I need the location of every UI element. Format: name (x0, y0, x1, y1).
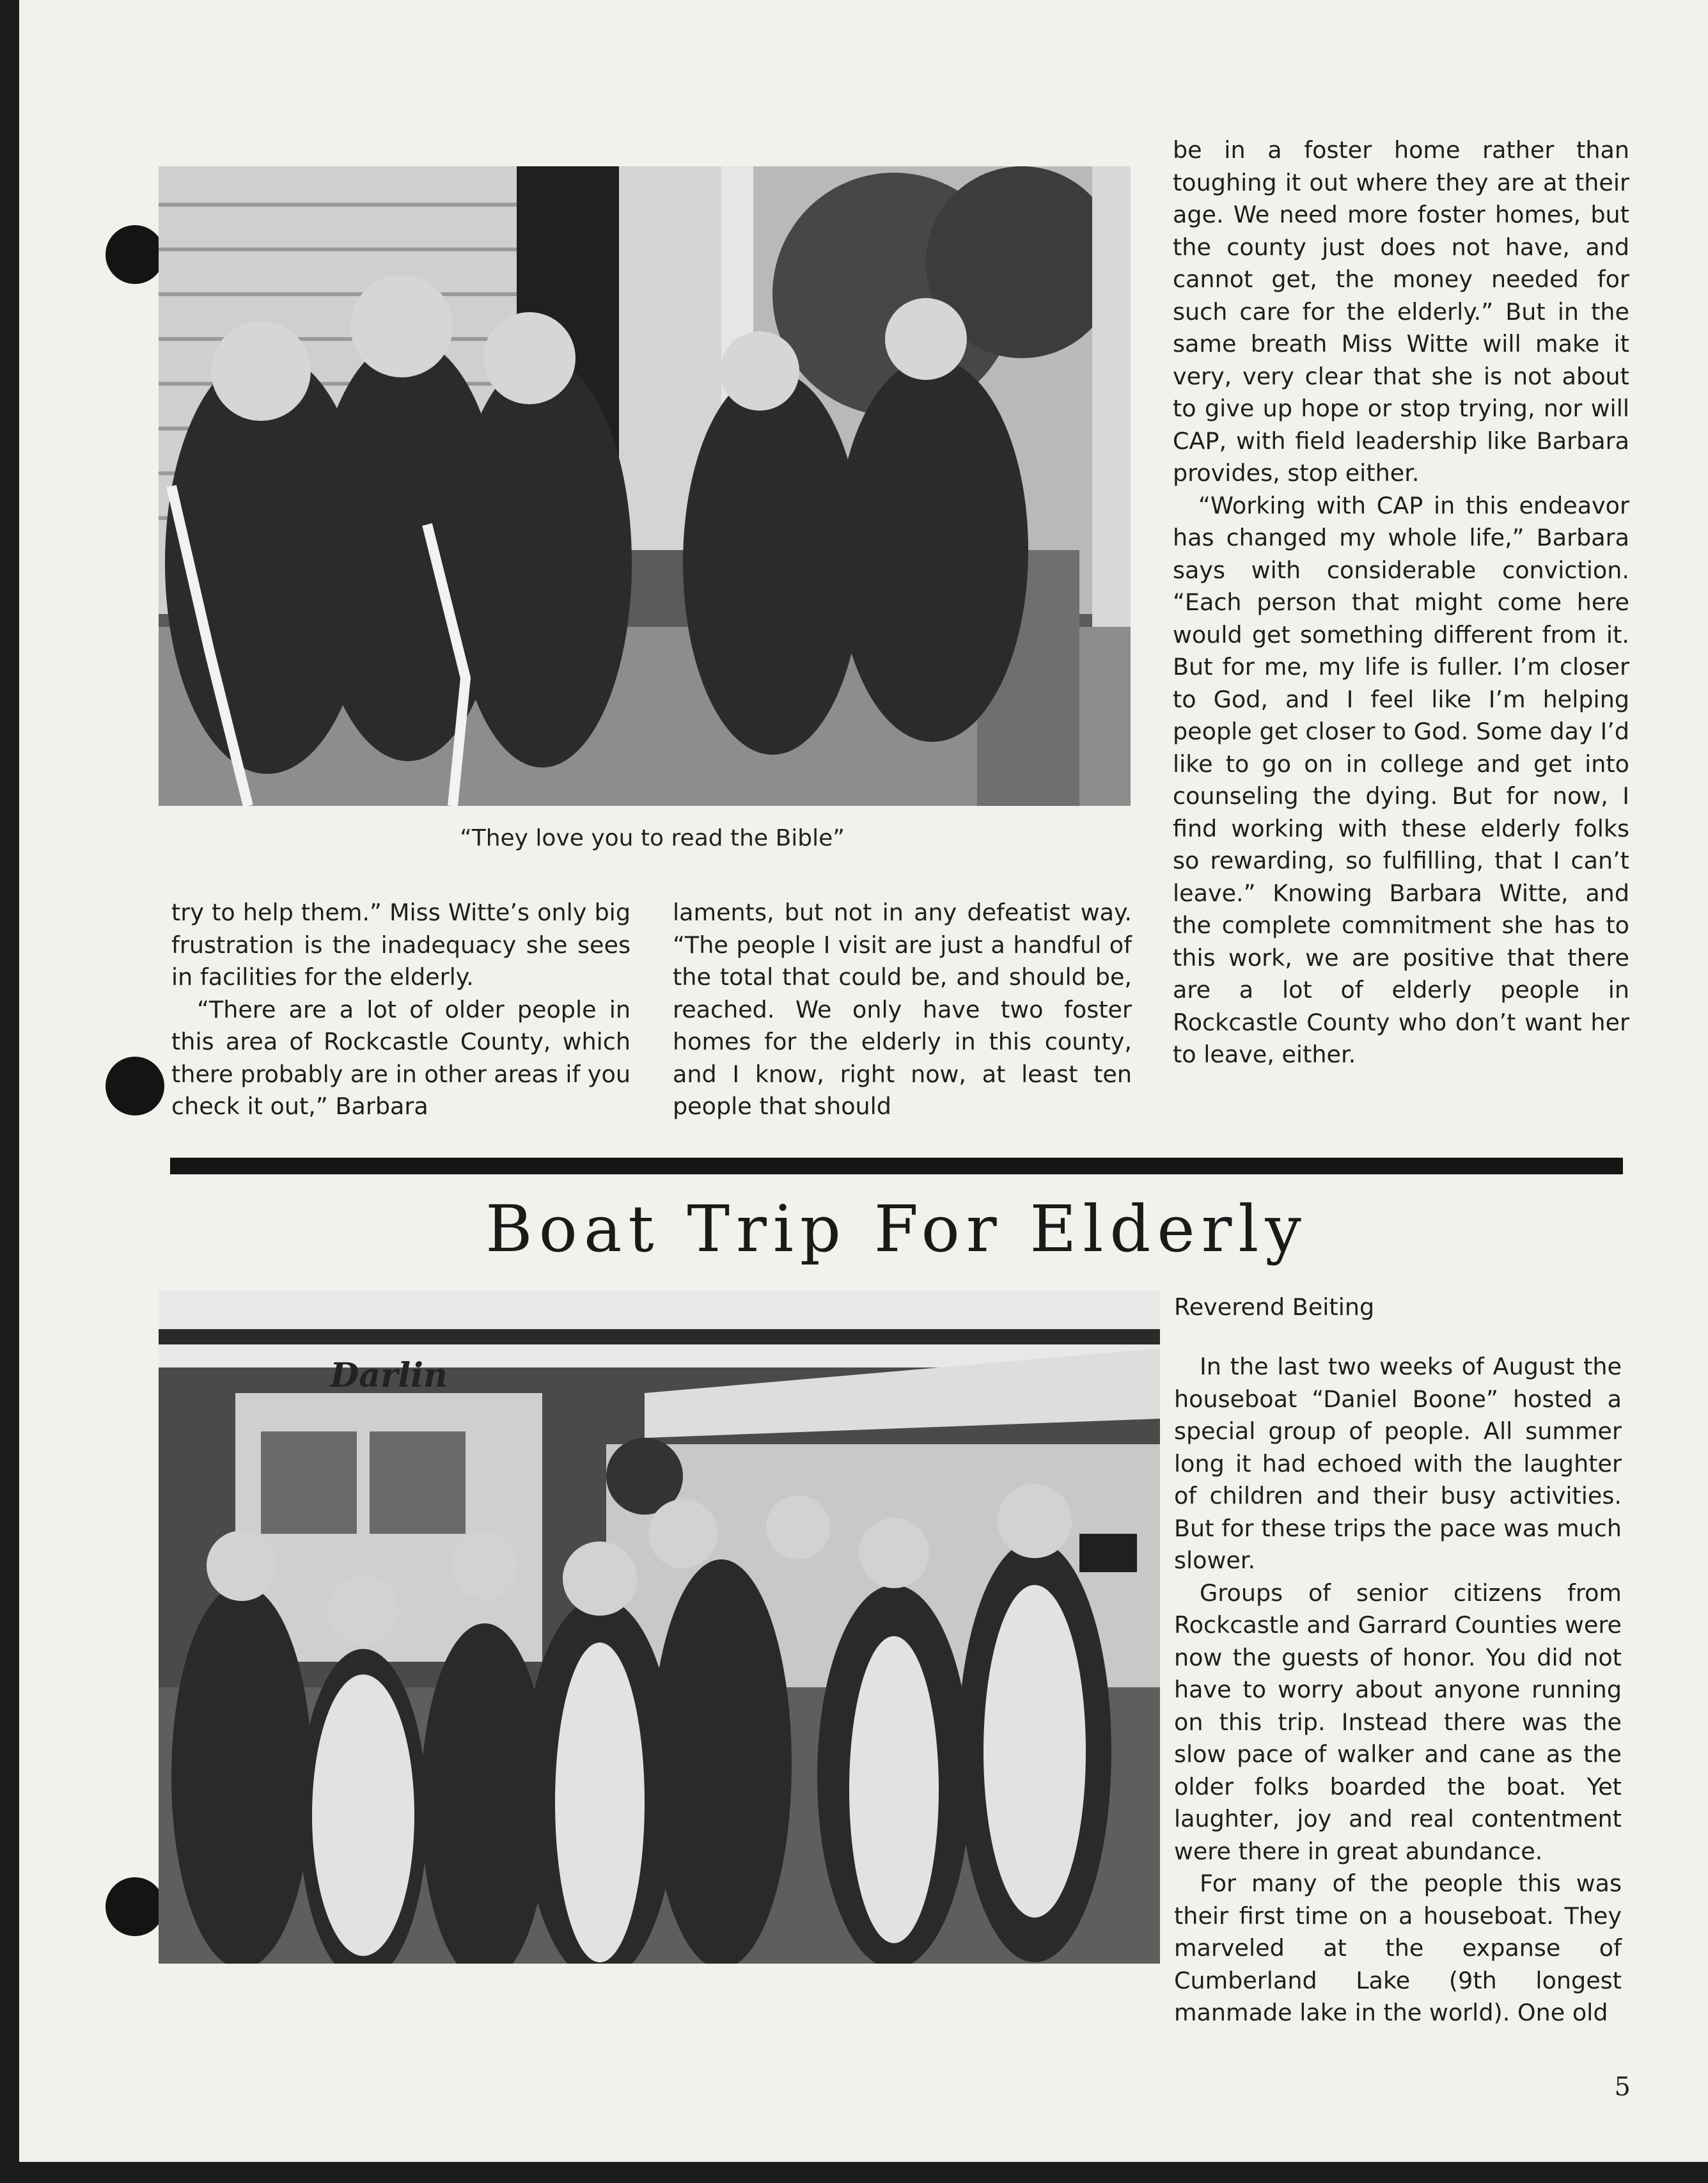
paragraph: “There are a lot of older people in this area of Rockcastle County, which there probably are in other areas if you check it out,” Barbara (171, 995, 631, 1120)
paragraph: try to help them.” Miss Witte’s only big frustration is the inadequacy she sees in facilities for the elderly. (171, 899, 631, 991)
byline: Reverend Beiting (1174, 1293, 1375, 1321)
punch-hole (106, 1877, 164, 1936)
paragraph: For many of the people this was their first time on a houseboat. They marveled at the expanse of Cumberland Lake (9th longest manmade lake in the world). One old (1174, 1870, 1622, 2026)
page-number: 5 (1614, 2072, 1631, 2102)
paragraph: be in a foster home rather than toughing it out where they are at their age. We need more foster homes, but the county just does not have, and cannot get, the money needed for such care for the elderly.” But in the same breath Miss Witte will make it very, very clear that she is not about to give up hope or stop trying, nor will CAP, with field leadership like Barbara provides, stop either. (1173, 136, 1629, 487)
boat-sign-text: Darlin (330, 1356, 448, 1395)
newsletter-page (19, 0, 1708, 2162)
section-divider (170, 1158, 1623, 1174)
punch-hole (106, 225, 164, 284)
article-headline: Boat Trip For Elderly (485, 1192, 1308, 1266)
boat-article-body (1174, 1351, 1622, 2029)
boat-group-photo (159, 1291, 1160, 1964)
paragraph: “Working with CAP in this endeavor has changed my whole life,” Barbara says with considerable conviction. “Each person that might come here would get something different from it. But for me, my life is fuller. I’m closer to God, and I feel like I’m helping people get closer to God. Some day I’d like to go on in college and get into counseling the dying. But for now, I find working with these elderly folks so rewarding, so fulfilling, that I can’t leave.” Knowing Barbara Witte, and the complete commitment she has to this work, we are positive that there are a lot of elderly people in Rockcastle County who don’t want her to leave, either. (1173, 491, 1629, 1068)
photo-caption: “They love you to read the Bible” (460, 825, 845, 851)
paragraph: In the last two weeks of August the houseboat “Daniel Boone” hosted a special group of people. All summer long it had echoed with the laughter of children and their busy activities. But for these trips the pace was much slower. (1174, 1353, 1622, 1574)
article-column-3 (1173, 134, 1629, 1071)
porch-photo (159, 166, 1131, 806)
paragraph: Groups of senior citizens from Rockcastle and Garrard Counties were now the guests of honor. You did not have to worry about anyone running on this trip. Instead there was the slow pace of walker and cane as the older folks boarded the boat. Yet laughter, joy and real contentment were there in great abundance. (1174, 1579, 1622, 1865)
article-column-1 (171, 897, 631, 1123)
paragraph: laments, but not in any defeatist way. “The people I visit are just a handful of the total that could be, and should be, reached. We only have two foster homes for the elderly in this county, and I know, right now, at least ten people that should (673, 899, 1132, 1120)
article-column-2 (673, 897, 1132, 1123)
punch-hole (106, 1057, 164, 1115)
